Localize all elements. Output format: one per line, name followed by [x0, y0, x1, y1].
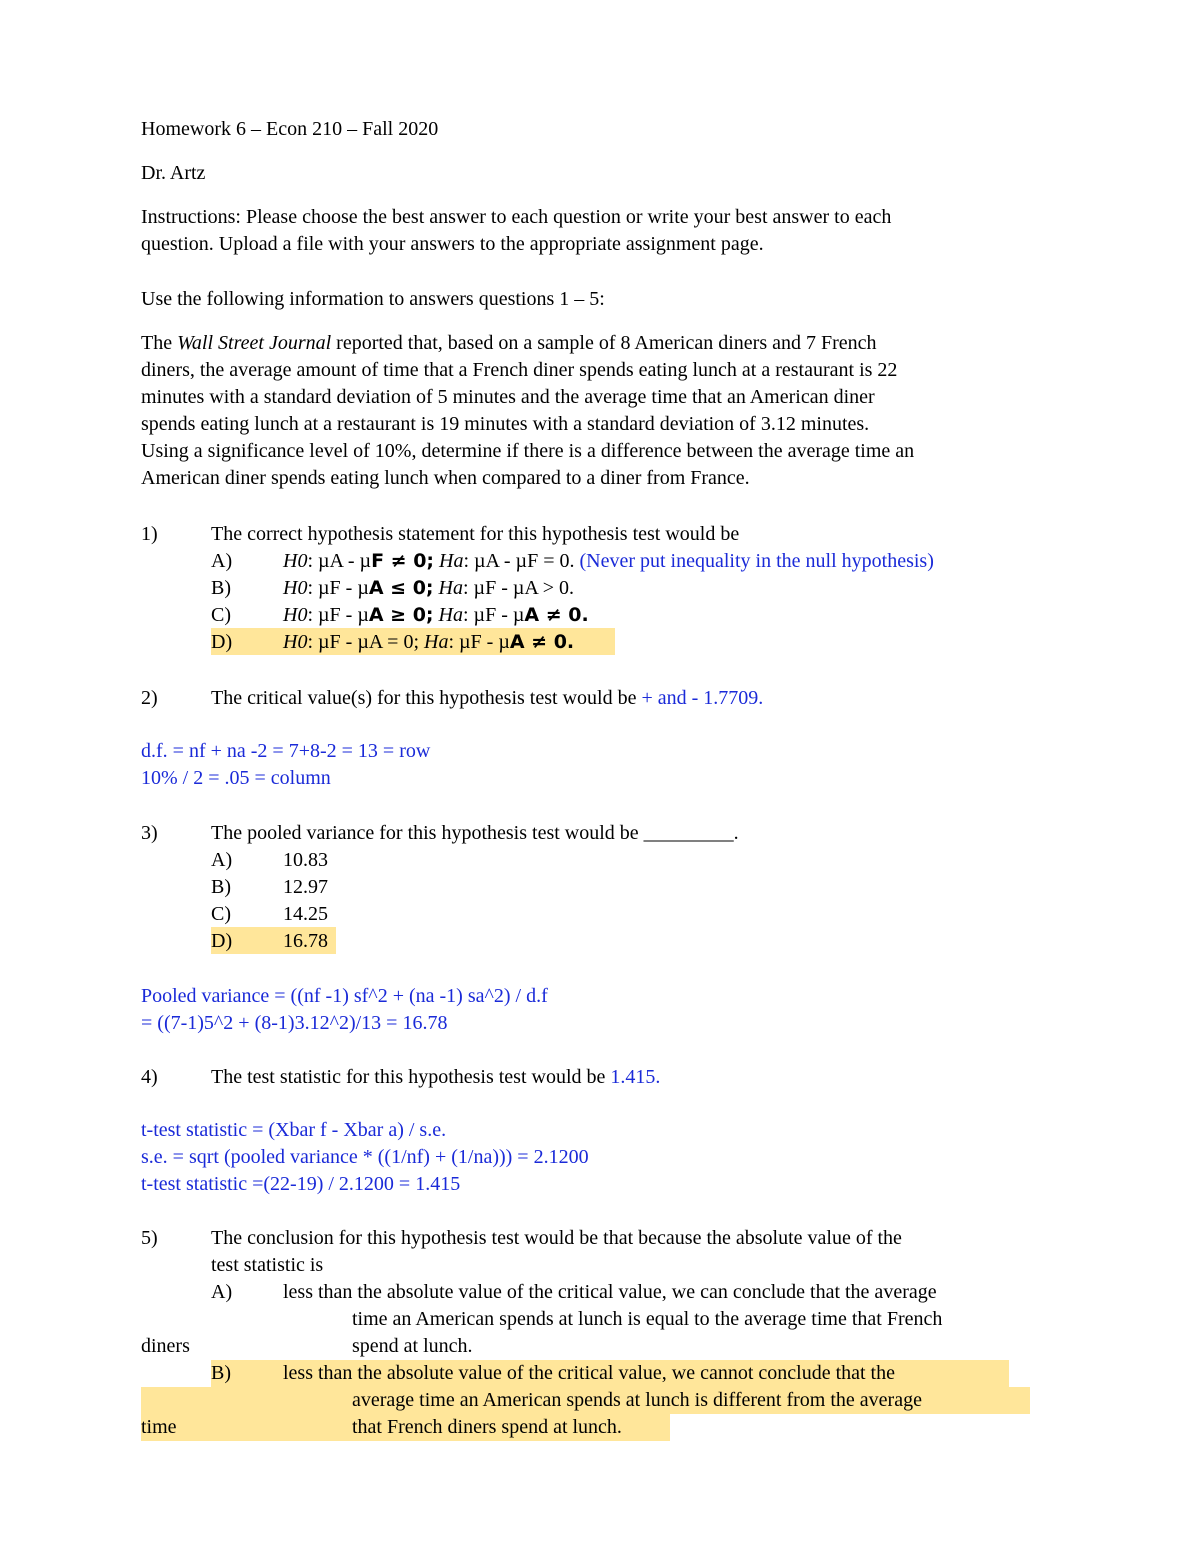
q3-option-c-letter: C) [211, 903, 231, 925]
q2-work-line-1: d.f. = nf + na -2 = 7+8-2 = 13 = row [141, 740, 431, 762]
q3-option-a: 10.83 [283, 849, 328, 871]
q1-stem: The correct hypothesis statement for this hypothesis test would be [211, 523, 740, 545]
q1-option-b: H0: µF - µA ≤ 0; Ha: µF - µA > 0. [283, 577, 574, 599]
q4-stem: The test statistic for this hypothesis test would be 1.415. [211, 1066, 661, 1088]
q4-number: 4) [141, 1066, 158, 1088]
q1-number: 1) [141, 523, 158, 545]
q1-option-c: H0: µF - µA ≥ 0; Ha: µF - µA ≠ 0. [283, 604, 589, 626]
scenario-line-4: spends eating lunch at a restaurant is 19 minutes with a standard deviation of 3.12 minutes. [141, 413, 870, 435]
document-title: Homework 6 – Econ 210 – Fall 2020 [141, 118, 439, 140]
q4-work-line-1: t-test statistic = (Xbar f - Xbar a) / s.e. [141, 1119, 447, 1141]
q5-stem-line-2: test statistic is [211, 1254, 324, 1276]
q1-option-d: H0: µF - µA = 0; Ha: µF - µA ≠ 0. [283, 631, 575, 653]
q3-option-c: 14.25 [283, 903, 328, 925]
journal-name: Wall Street Journal [177, 332, 332, 354]
q3-stem: The pooled variance for this hypothesis test would be _________. [211, 822, 739, 844]
q2-number: 2) [141, 687, 158, 709]
scenario-line-3: minutes with a standard deviation of 5 minutes and the average time that an American diner [141, 386, 875, 408]
q3-option-a-letter: A) [211, 849, 233, 871]
q1-option-b-letter: B) [211, 577, 231, 599]
q5-option-a-line-3: spend at lunch. [352, 1335, 473, 1357]
q5-number: 5) [141, 1227, 158, 1249]
q2-answer: + and - 1.7709. [641, 687, 764, 709]
scenario-line-2: diners, the average amount of time that a French diner spends eating lunch at a restaurant is 22 [141, 359, 898, 381]
q1-option-d-letter: D) [211, 631, 233, 653]
q5-option-a-line-2: time an American spends at lunch is equal to the average time that French [352, 1308, 943, 1330]
q5-option-b-line-3: that French diners spend at lunch. [352, 1416, 622, 1438]
q3-option-d-letter: D) [211, 930, 233, 952]
scenario-line-5: Using a significance level of 10%, determine if there is a difference between the average time an [141, 440, 915, 462]
q1-option-a-letter: A) [211, 550, 233, 572]
q2-stem: The critical value(s) for this hypothesis test would be + and - 1.7709. [211, 687, 764, 709]
q3-number: 3) [141, 822, 158, 844]
q3-option-b-letter: B) [211, 876, 231, 898]
author: Dr. Artz [141, 162, 206, 184]
q5-option-a-word: diners [141, 1335, 190, 1357]
q2-work-line-2: 10% / 2 = .05 = column [141, 767, 331, 789]
instructions-line-2: question. Upload a file with your answers to the appropriate assignment page. [141, 233, 764, 255]
q3-work-line-2: = ((7-1)5^2 + (8-1)3.12^2)/13 = 16.78 [141, 1012, 448, 1034]
q5-option-a-line-1: less than the absolute value of the critical value, we can conclude that the average [283, 1281, 937, 1303]
q5-option-b-line-2: average time an American spends at lunch is different from the average [352, 1389, 922, 1411]
q4-work-line-2: s.e. = sqrt (pooled variance * ((1/nf) + (1/na))) = 2.1200 [141, 1146, 589, 1168]
q4-work-line-3: t-test statistic =(22-19) / 2.1200 = 1.415 [141, 1173, 461, 1195]
q5-option-a-letter: A) [211, 1281, 233, 1303]
q5-stem-line-1: The conclusion for this hypothesis test would be that because the absolute value of the [211, 1227, 902, 1249]
q1-option-a: H0: µA - µF ≠ 0; Ha: µA - µF = 0. (Never put inequality in the null hypothesis) [283, 550, 934, 572]
q1-option-a-note: (Never put inequality in the null hypothesis) [579, 550, 934, 572]
q4-answer: 1.415. [610, 1066, 661, 1088]
q3-option-d: 16.78 [283, 930, 328, 952]
q1-option-c-letter: C) [211, 604, 231, 626]
q5-option-b-letter: B) [211, 1362, 231, 1384]
q5-option-b-line-1: less than the absolute value of the critical value, we cannot conclude that the [283, 1362, 895, 1384]
intro-text: Use the following information to answers questions 1 – 5: [141, 288, 605, 310]
q3-work-line-1: Pooled variance = ((nf -1) sf^2 + (na -1) sa^2) / d.f [141, 985, 548, 1007]
instructions-line-1: Instructions: Please choose the best answer to each question or write your best answer to each [141, 206, 892, 228]
scenario-line-6: American diner spends eating lunch when compared to a diner from France. [141, 467, 750, 489]
q3-option-b: 12.97 [283, 876, 328, 898]
q5-option-b-word: time [141, 1416, 177, 1438]
scenario-line-1: The Wall Street Journal reported that, based on a sample of 8 American diners and 7 French [141, 332, 877, 354]
